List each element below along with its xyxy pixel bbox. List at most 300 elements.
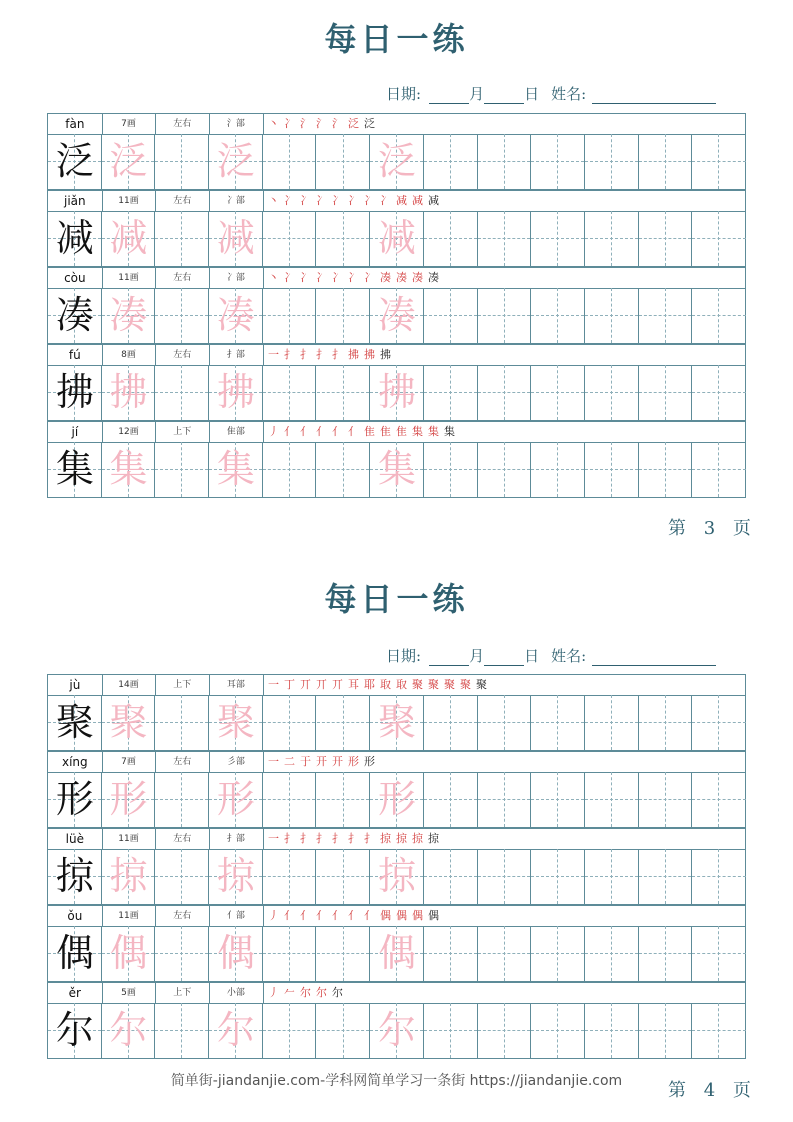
stroke-count-label: 14画 bbox=[102, 675, 157, 695]
writing-cell[interactable] bbox=[692, 772, 746, 827]
guide-line-vertical bbox=[718, 211, 719, 266]
structure-label: 左右 bbox=[155, 345, 210, 365]
writing-cell[interactable] bbox=[155, 926, 209, 981]
writing-cell[interactable] bbox=[692, 365, 746, 420]
model-character: 拂 bbox=[55, 370, 94, 414]
writing-cell[interactable] bbox=[102, 211, 156, 266]
writing-cell[interactable] bbox=[639, 134, 693, 189]
writing-cell[interactable] bbox=[531, 442, 585, 497]
guide-line-vertical bbox=[343, 442, 344, 497]
guide-line-vertical bbox=[611, 365, 612, 420]
structure-label: 左右 bbox=[155, 268, 210, 288]
guide-line-vertical bbox=[289, 849, 290, 904]
writing-cell[interactable] bbox=[102, 442, 156, 497]
writing-cell[interactable] bbox=[639, 288, 693, 343]
stroke-step: 𠂉 bbox=[284, 986, 295, 999]
stroke-step: 亻 bbox=[300, 425, 311, 438]
stroke-count-label: 5画 bbox=[102, 983, 157, 1003]
writing-cell[interactable] bbox=[317, 134, 371, 189]
writing-cell[interactable] bbox=[102, 849, 156, 904]
structure-label: 上下 bbox=[155, 675, 210, 695]
trace-character: 泛 bbox=[109, 139, 148, 183]
guide-line-vertical bbox=[665, 211, 666, 266]
stroke-step: 氵 bbox=[332, 117, 343, 130]
stroke-step: 冫 bbox=[284, 117, 295, 130]
guide-line-vertical bbox=[450, 695, 451, 750]
writing-cell[interactable] bbox=[209, 1003, 263, 1058]
stroke-count-label: 11画 bbox=[102, 906, 157, 926]
writing-cell[interactable] bbox=[48, 134, 102, 189]
day-blank[interactable] bbox=[484, 86, 524, 104]
character-entry bbox=[47, 674, 746, 751]
writing-cell[interactable] bbox=[531, 365, 585, 420]
guide-line-vertical bbox=[611, 134, 612, 189]
writing-cell[interactable] bbox=[639, 695, 693, 750]
pinyin-label: fàn bbox=[48, 114, 103, 134]
stroke-step: 丌 bbox=[332, 678, 343, 691]
model-character: 减 bbox=[55, 216, 94, 260]
guide-line-vertical bbox=[611, 772, 612, 827]
radical-label: 冫部 bbox=[209, 191, 264, 211]
guide-line-vertical bbox=[181, 1003, 182, 1058]
writing-cell[interactable] bbox=[585, 211, 639, 266]
guide-line-vertical bbox=[289, 926, 290, 981]
writing-cell[interactable] bbox=[263, 1003, 317, 1058]
writing-cell[interactable] bbox=[531, 849, 585, 904]
character-info-row bbox=[47, 982, 746, 1004]
pinyin-label: xíng bbox=[48, 752, 103, 772]
writing-cell[interactable] bbox=[370, 288, 424, 343]
writing-cell[interactable] bbox=[48, 211, 102, 266]
writing-cell[interactable] bbox=[263, 211, 317, 266]
stroke-step: 丶 bbox=[268, 117, 279, 130]
writing-cell[interactable] bbox=[585, 926, 639, 981]
practice-grid bbox=[47, 113, 746, 498]
writing-cell[interactable] bbox=[585, 849, 639, 904]
writing-cell[interactable] bbox=[155, 211, 209, 266]
stroke-step: 亻 bbox=[284, 909, 295, 922]
writing-cell[interactable] bbox=[478, 134, 532, 189]
character-entry bbox=[47, 982, 746, 1059]
writing-row bbox=[47, 1003, 746, 1059]
day-blank[interactable] bbox=[484, 648, 524, 666]
radical-label: 耳部 bbox=[209, 675, 264, 695]
model-character: 偶 bbox=[55, 931, 94, 975]
writing-cell[interactable] bbox=[209, 772, 263, 827]
writing-cell[interactable] bbox=[317, 211, 371, 266]
writing-cell[interactable] bbox=[424, 442, 478, 497]
guide-line-vertical bbox=[450, 849, 451, 904]
trace-character: 凑 bbox=[109, 293, 148, 337]
writing-cell[interactable] bbox=[585, 772, 639, 827]
stroke-step: 一 bbox=[268, 348, 279, 361]
writing-cell[interactable] bbox=[209, 288, 263, 343]
day-label: 日 bbox=[524, 85, 540, 103]
trace-character: 聚 bbox=[216, 700, 255, 744]
trace-character: 减 bbox=[378, 216, 417, 260]
writing-cell[interactable] bbox=[102, 926, 156, 981]
writing-cell[interactable] bbox=[639, 926, 693, 981]
writing-row bbox=[47, 926, 746, 982]
guide-line-vertical bbox=[504, 1003, 505, 1058]
writing-cell[interactable] bbox=[692, 849, 746, 904]
guide-line-vertical bbox=[665, 695, 666, 750]
month-blank[interactable] bbox=[429, 86, 469, 104]
guide-line-vertical bbox=[665, 288, 666, 343]
stroke-step: 隹 bbox=[380, 425, 391, 438]
trace-character: 聚 bbox=[109, 700, 148, 744]
character-info-row bbox=[47, 421, 746, 443]
writing-cell[interactable] bbox=[370, 134, 424, 189]
stroke-step: 氵 bbox=[300, 117, 311, 130]
writing-cell[interactable] bbox=[639, 442, 693, 497]
guide-line-vertical bbox=[718, 926, 719, 981]
stroke-step: 取 bbox=[396, 678, 407, 691]
writing-cell[interactable] bbox=[585, 695, 639, 750]
guide-line-vertical bbox=[289, 695, 290, 750]
guide-line-vertical bbox=[343, 211, 344, 266]
writing-cell[interactable] bbox=[478, 926, 532, 981]
character-info-row bbox=[47, 751, 746, 773]
guide-line-vertical bbox=[181, 849, 182, 904]
guide-line-vertical bbox=[343, 365, 344, 420]
writing-cell[interactable] bbox=[370, 772, 424, 827]
date-name-line bbox=[386, 83, 746, 107]
writing-cell[interactable] bbox=[102, 1003, 156, 1058]
writing-cell[interactable] bbox=[692, 134, 746, 189]
guide-line-vertical bbox=[450, 134, 451, 189]
stroke-step: 冫 bbox=[380, 194, 391, 207]
stroke-step: 丿 bbox=[268, 909, 279, 922]
writing-cell[interactable] bbox=[48, 926, 102, 981]
stroke-step: 开 bbox=[332, 755, 343, 768]
model-character: 泛 bbox=[55, 139, 94, 183]
trace-character: 拂 bbox=[216, 370, 255, 414]
writing-cell[interactable] bbox=[155, 695, 209, 750]
writing-cell[interactable] bbox=[317, 772, 371, 827]
writing-cell[interactable] bbox=[263, 772, 317, 827]
stroke-step: 二 bbox=[284, 755, 295, 768]
writing-cell[interactable] bbox=[48, 288, 102, 343]
writing-cell[interactable] bbox=[102, 772, 156, 827]
writing-cell[interactable] bbox=[155, 365, 209, 420]
writing-cell[interactable] bbox=[478, 365, 532, 420]
writing-cell[interactable] bbox=[370, 1003, 424, 1058]
month-label: 月 bbox=[469, 85, 485, 103]
writing-row bbox=[47, 695, 746, 751]
month-label: 月 bbox=[469, 647, 485, 665]
writing-cell[interactable] bbox=[317, 288, 371, 343]
guide-line-vertical bbox=[665, 442, 666, 497]
guide-line-vertical bbox=[557, 1003, 558, 1058]
guide-line-vertical bbox=[181, 772, 182, 827]
writing-cell[interactable] bbox=[263, 365, 317, 420]
writing-cell[interactable] bbox=[48, 442, 102, 497]
writing-cell[interactable] bbox=[48, 695, 102, 750]
trace-character: 尔 bbox=[216, 1008, 255, 1052]
character-info-row bbox=[47, 267, 746, 289]
writing-cell[interactable] bbox=[102, 134, 156, 189]
guide-line-vertical bbox=[450, 926, 451, 981]
writing-cell[interactable] bbox=[585, 1003, 639, 1058]
stroke-step: 凑 bbox=[380, 271, 391, 284]
writing-cell[interactable] bbox=[692, 211, 746, 266]
practice-grid bbox=[47, 674, 746, 1059]
guide-line-vertical bbox=[718, 772, 719, 827]
guide-line-vertical bbox=[289, 288, 290, 343]
stroke-step: 扌 bbox=[332, 348, 343, 361]
model-character: 形 bbox=[55, 777, 94, 821]
stroke-step: 丌 bbox=[316, 678, 327, 691]
guide-line-vertical bbox=[450, 365, 451, 420]
guide-line-vertical bbox=[557, 849, 558, 904]
trace-character: 凑 bbox=[378, 293, 417, 337]
date-label: 日期: bbox=[386, 85, 422, 103]
character-info-row bbox=[47, 674, 746, 696]
writing-cell[interactable] bbox=[478, 1003, 532, 1058]
writing-cell[interactable] bbox=[263, 849, 317, 904]
stroke-step: 冫 bbox=[348, 194, 359, 207]
stroke-step: 泛 bbox=[348, 117, 359, 130]
writing-cell[interactable] bbox=[155, 134, 209, 189]
name-blank[interactable] bbox=[592, 648, 716, 666]
name-blank[interactable] bbox=[592, 86, 716, 104]
stroke-count-label: 12画 bbox=[102, 422, 157, 442]
writing-cell[interactable] bbox=[692, 288, 746, 343]
guide-line-vertical bbox=[504, 288, 505, 343]
stroke-step: 扌 bbox=[316, 348, 327, 361]
writing-cell[interactable] bbox=[531, 1003, 585, 1058]
trace-character: 集 bbox=[216, 447, 255, 491]
stroke-step: 取 bbox=[380, 678, 391, 691]
stroke-order bbox=[264, 752, 380, 772]
writing-cell[interactable] bbox=[692, 695, 746, 750]
writing-row bbox=[47, 442, 746, 498]
writing-cell[interactable] bbox=[317, 1003, 371, 1058]
stroke-step: 开 bbox=[316, 755, 327, 768]
guide-line-vertical bbox=[181, 926, 182, 981]
guide-line-vertical bbox=[450, 442, 451, 497]
writing-cell[interactable] bbox=[209, 211, 263, 266]
writing-cell[interactable] bbox=[155, 442, 209, 497]
writing-cell[interactable] bbox=[317, 849, 371, 904]
writing-cell[interactable] bbox=[585, 134, 639, 189]
guide-line-vertical bbox=[665, 365, 666, 420]
stroke-step: 丁 bbox=[284, 678, 295, 691]
writing-cell[interactable] bbox=[478, 442, 532, 497]
writing-cell[interactable] bbox=[424, 288, 478, 343]
writing-cell[interactable] bbox=[478, 211, 532, 266]
model-character: 掠 bbox=[55, 854, 94, 898]
writing-cell[interactable] bbox=[585, 365, 639, 420]
stroke-step: 亻 bbox=[348, 425, 359, 438]
guide-line-vertical bbox=[557, 695, 558, 750]
writing-cell[interactable] bbox=[102, 288, 156, 343]
writing-cell[interactable] bbox=[424, 1003, 478, 1058]
writing-cell[interactable] bbox=[317, 365, 371, 420]
stroke-step: 丿 bbox=[268, 986, 279, 999]
writing-cell[interactable] bbox=[478, 288, 532, 343]
writing-cell[interactable] bbox=[155, 1003, 209, 1058]
stroke-step: 聚 bbox=[444, 678, 455, 691]
stroke-count-label: 7画 bbox=[102, 752, 157, 772]
stroke-step: 亻 bbox=[332, 909, 343, 922]
trace-character: 聚 bbox=[378, 700, 417, 744]
writing-cell[interactable] bbox=[531, 772, 585, 827]
writing-cell[interactable] bbox=[478, 849, 532, 904]
writing-cell[interactable] bbox=[209, 442, 263, 497]
writing-cell[interactable] bbox=[48, 365, 102, 420]
stroke-count-label: 7画 bbox=[102, 114, 157, 134]
writing-cell[interactable] bbox=[317, 442, 371, 497]
writing-cell[interactable] bbox=[209, 134, 263, 189]
writing-cell[interactable] bbox=[155, 849, 209, 904]
stroke-step: 冫 bbox=[300, 194, 311, 207]
writing-cell[interactable] bbox=[263, 695, 317, 750]
writing-cell[interactable] bbox=[424, 772, 478, 827]
guide-line-vertical bbox=[289, 772, 290, 827]
writing-cell[interactable] bbox=[263, 442, 317, 497]
writing-cell[interactable] bbox=[531, 926, 585, 981]
guide-line-vertical bbox=[718, 695, 719, 750]
model-character: 集 bbox=[55, 447, 94, 491]
stroke-step: 扌 bbox=[316, 832, 327, 845]
stroke-step: 冫 bbox=[348, 271, 359, 284]
writing-cell[interactable] bbox=[639, 849, 693, 904]
writing-cell[interactable] bbox=[478, 772, 532, 827]
writing-cell[interactable] bbox=[370, 365, 424, 420]
stroke-order bbox=[264, 345, 396, 365]
writing-cell[interactable] bbox=[48, 772, 102, 827]
character-info-row bbox=[47, 344, 746, 366]
writing-cell[interactable] bbox=[424, 849, 478, 904]
stroke-step: 泛 bbox=[364, 117, 375, 130]
stroke-step: 集 bbox=[428, 425, 439, 438]
guide-line-vertical bbox=[504, 772, 505, 827]
stroke-step: 减 bbox=[396, 194, 407, 207]
writing-cell[interactable] bbox=[155, 772, 209, 827]
stroke-step: 偶 bbox=[380, 909, 391, 922]
writing-cell[interactable] bbox=[585, 442, 639, 497]
structure-label: 左右 bbox=[155, 829, 210, 849]
stroke-step: 扌 bbox=[284, 348, 295, 361]
page-number: 第 4 页 bbox=[668, 1080, 757, 1101]
writing-cell[interactable] bbox=[639, 772, 693, 827]
guide-line-vertical bbox=[557, 211, 558, 266]
writing-cell[interactable] bbox=[209, 849, 263, 904]
writing-cell[interactable] bbox=[531, 134, 585, 189]
character-info-row bbox=[47, 905, 746, 927]
stroke-step: 形 bbox=[364, 755, 375, 768]
writing-cell[interactable] bbox=[209, 695, 263, 750]
month-blank[interactable] bbox=[429, 648, 469, 666]
guide-line-vertical bbox=[557, 926, 558, 981]
writing-cell[interactable] bbox=[692, 442, 746, 497]
trace-character: 掠 bbox=[216, 854, 255, 898]
guide-line-vertical bbox=[557, 134, 558, 189]
writing-cell[interactable] bbox=[370, 695, 424, 750]
stroke-count-label: 8画 bbox=[102, 345, 157, 365]
stroke-step: 冫 bbox=[316, 194, 327, 207]
guide-line-vertical bbox=[504, 134, 505, 189]
character-info-row bbox=[47, 190, 746, 212]
writing-cell[interactable] bbox=[370, 926, 424, 981]
writing-cell[interactable] bbox=[263, 926, 317, 981]
writing-cell[interactable] bbox=[478, 695, 532, 750]
writing-cell[interactable] bbox=[424, 134, 478, 189]
stroke-step: 一 bbox=[268, 755, 279, 768]
writing-cell[interactable] bbox=[424, 211, 478, 266]
trace-character: 拂 bbox=[378, 370, 417, 414]
writing-cell[interactable] bbox=[585, 288, 639, 343]
writing-cell[interactable] bbox=[370, 849, 424, 904]
guide-line-vertical bbox=[611, 442, 612, 497]
stroke-step: 拂 bbox=[380, 348, 391, 361]
writing-cell[interactable] bbox=[639, 211, 693, 266]
character-info-row bbox=[47, 828, 746, 850]
trace-character: 凑 bbox=[216, 293, 255, 337]
stroke-step: 隹 bbox=[364, 425, 375, 438]
writing-cell[interactable] bbox=[317, 695, 371, 750]
stroke-count-label: 11画 bbox=[102, 191, 157, 211]
stroke-step: 尔 bbox=[332, 986, 343, 999]
writing-cell[interactable] bbox=[531, 211, 585, 266]
guide-line-vertical bbox=[450, 288, 451, 343]
writing-cell[interactable] bbox=[531, 288, 585, 343]
writing-cell[interactable] bbox=[102, 695, 156, 750]
guide-line-vertical bbox=[181, 134, 182, 189]
writing-cell[interactable] bbox=[48, 849, 102, 904]
stroke-step: 丶 bbox=[268, 194, 279, 207]
writing-cell[interactable] bbox=[370, 442, 424, 497]
writing-cell[interactable] bbox=[424, 365, 478, 420]
writing-cell[interactable] bbox=[209, 365, 263, 420]
writing-cell[interactable] bbox=[317, 926, 371, 981]
writing-cell[interactable] bbox=[692, 926, 746, 981]
guide-line-vertical bbox=[343, 926, 344, 981]
stroke-step: 偶 bbox=[396, 909, 407, 922]
writing-cell[interactable] bbox=[370, 211, 424, 266]
guide-line-vertical bbox=[557, 772, 558, 827]
stroke-step: 亻 bbox=[364, 909, 375, 922]
stroke-step: 掠 bbox=[412, 832, 423, 845]
writing-cell[interactable] bbox=[209, 926, 263, 981]
guide-line-vertical bbox=[718, 1003, 719, 1058]
trace-character: 拂 bbox=[109, 370, 148, 414]
writing-cell[interactable] bbox=[263, 288, 317, 343]
guide-line-vertical bbox=[665, 926, 666, 981]
writing-cell[interactable] bbox=[692, 1003, 746, 1058]
writing-cell[interactable] bbox=[424, 926, 478, 981]
radical-label: 扌部 bbox=[209, 829, 264, 849]
writing-cell[interactable] bbox=[639, 365, 693, 420]
guide-line-vertical bbox=[181, 695, 182, 750]
trace-character: 形 bbox=[216, 777, 255, 821]
guide-line-vertical bbox=[343, 134, 344, 189]
writing-cell[interactable] bbox=[48, 1003, 102, 1058]
writing-cell[interactable] bbox=[263, 134, 317, 189]
guide-line-vertical bbox=[289, 442, 290, 497]
writing-cell[interactable] bbox=[424, 695, 478, 750]
trace-character: 泛 bbox=[216, 139, 255, 183]
radical-label: 氵部 bbox=[209, 114, 264, 134]
model-character: 凑 bbox=[55, 293, 94, 337]
guide-line-vertical bbox=[557, 442, 558, 497]
writing-cell[interactable] bbox=[531, 695, 585, 750]
writing-cell[interactable] bbox=[155, 288, 209, 343]
writing-cell[interactable] bbox=[102, 365, 156, 420]
writing-cell[interactable] bbox=[639, 1003, 693, 1058]
